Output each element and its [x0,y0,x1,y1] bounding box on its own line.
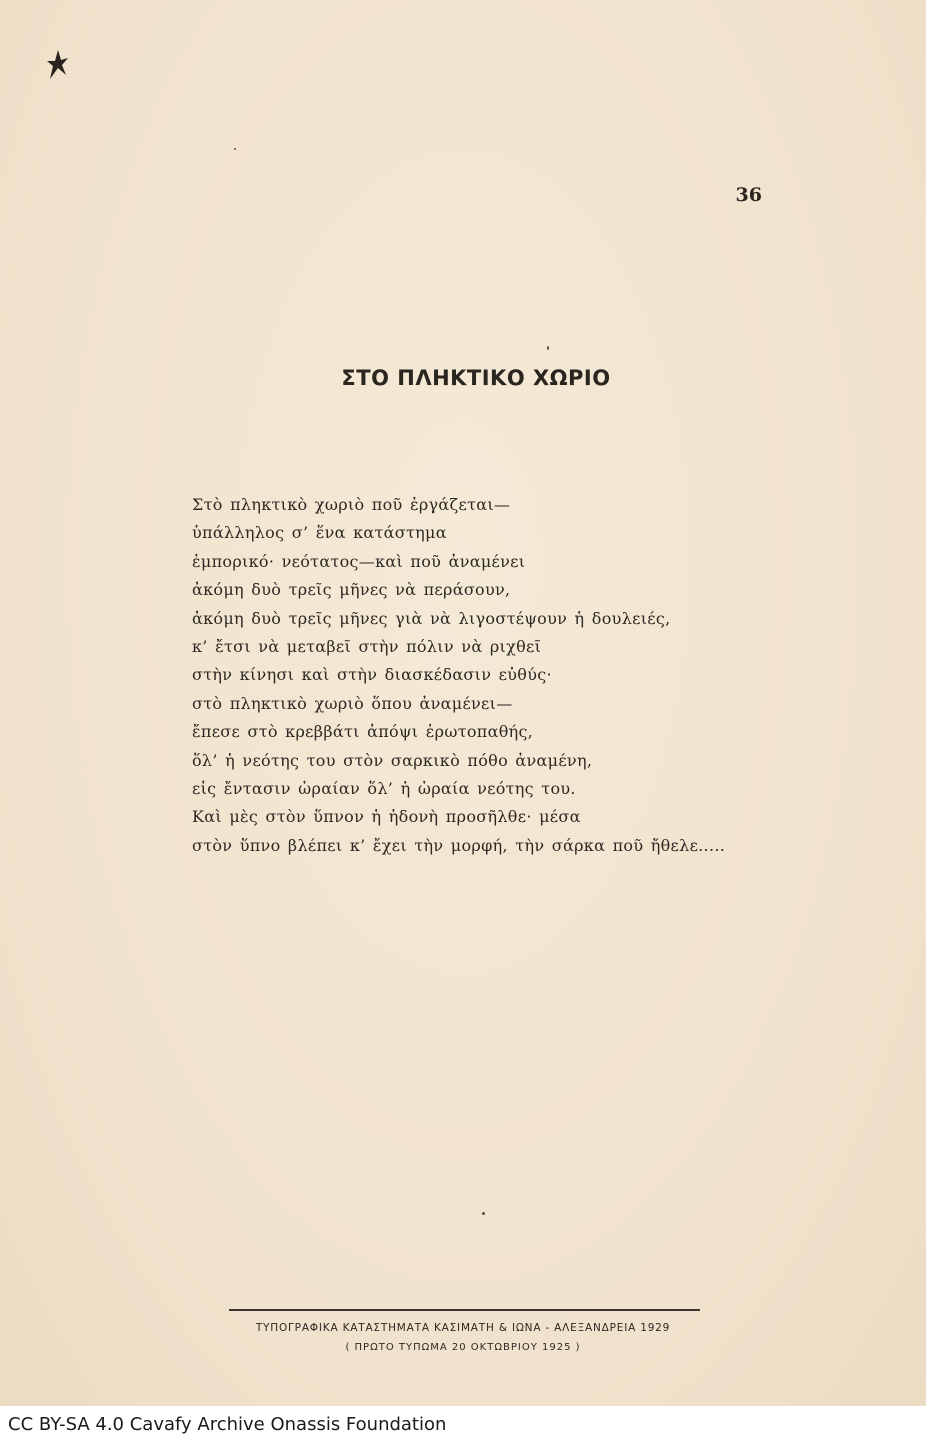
paper-speck [482,1212,485,1215]
poem-line: ἀκόμη δυὸ τρεῖς μῆνες νὰ περάσουν, [192,580,511,600]
poem-line: κ’ ἔτσι νὰ μεταβεῖ στὴν πόλιν νὰ ριχθεῖ [192,636,542,656]
poem-line: ὑπάλληλος σ’ ἕνα κατάστημα [192,523,447,543]
footer-rule [229,1309,700,1311]
poem-line: στὴν κίνησι καὶ στὴν διασκέδασιν εὐθύς· [192,665,552,685]
poem-line: ἀκόμη δυὸ τρεῖς μῆνες γιὰ νὰ λιγοστέψουν ἡ δουλειές, [192,608,671,628]
poem-text [192,491,725,860]
first-print-note: ( ΠΡΩΤΟ ΤΥΠΩΜΑ 20 ΟΚΤΩΒΡΙΟΥ 1925 ) [345,1342,581,1353]
poem-line: Στὸ πληκτικὸ χωριὸ ποῦ ἐργάζεται— [192,495,511,514]
paper-speck [234,148,236,150]
printer-imprint: ΤΥΠΟΓΡΑΦΙΚΑ ΚΑΤΑΣΤΗΜΑΤΑ ΚΑΣΙΜΑΤΗ & ΙΩΝΑ - ΑΛΕΞΑΝΔΡΕΙΑ 1929 [255,1322,671,1334]
poem-line: Καὶ μὲς στὸν ὕπνον ἡ ἡδονὴ προσῆλθε· μέσα [192,807,581,827]
page-number: 36 [735,184,762,206]
poem-line: εἰς ἔντασιν ὡραίαν ὅλ’ ἡ ὡραία νεότης του. [192,778,576,798]
paper-speck [547,346,549,350]
poem-title: ΣΤΟ ΠΛΗΚΤΙΚΟ ΧΩΡΙΟ [341,366,611,390]
poem-line: στὸ πληκτικὸ χωριὸ ὅπου ἀναμένει— [192,693,513,713]
poem-line: ἔπεσε στὸ κρεββάτι ἀπόψι ἐρωτοπαθής, [192,722,534,742]
poem-line: ἐμπορικό· νεότατος—καὶ ποῦ ἀναμένει [192,551,526,571]
poem-line: ὅλ’ ἡ νεότης του στὸν σαρκικὸ πόθο ἀναμένη, [192,750,593,770]
poem-line: στὸν ὕπνο βλέπει κ’ ἔχει τὴν μορφή, τὴν σάρκα ποῦ ἤθελε..... [192,835,726,855]
ink-mark-icon [44,48,72,82]
license-credit: CC BY-SA 4.0 Cavafy Archive Onassis Foundation [8,1414,447,1435]
